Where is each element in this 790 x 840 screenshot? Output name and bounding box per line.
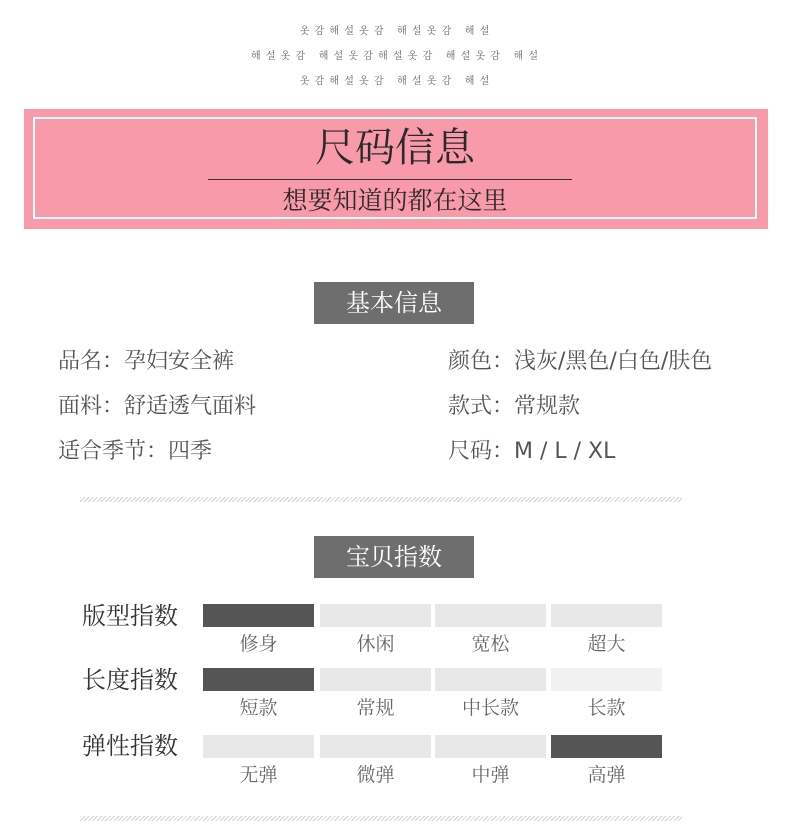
fit-option-label: 修身 [239,633,278,655]
elasticity-index-title: 弹性指数 [82,732,178,760]
product-index-label: 宝贝指数 [314,536,474,578]
fit-index-title: 版型指数 [82,602,178,630]
banner-divider [208,179,572,180]
banner-title: 尺码信息 [315,125,475,171]
length-option-label: 短款 [239,697,278,719]
length-option-label: 常规 [356,697,395,719]
elasticity-bar-none [203,735,314,758]
fit-bar-casual [320,604,431,627]
elasticity-option-label: 中弹 [471,764,510,786]
length-option-label: 中长款 [461,697,519,719]
fit-bar-oversize [551,604,662,627]
length-option-label: 长款 [587,697,626,719]
fit-bar-loose [435,604,546,627]
fit-option-label: 宽松 [471,633,510,655]
length-index-title: 长度指数 [82,666,178,694]
dashed-divider [80,497,682,502]
season: 适合季节：四季 [58,439,213,464]
length-bar-mid-long [435,668,546,691]
fabric: 面料：舒适透气面料 [58,394,257,419]
korean-deco-line-3: 옷 감 해 설 옷 감 해 설 옷 감 해 설 [299,76,491,87]
sizes: 尺码：M / L / XL [448,439,616,464]
fit-option-label: 休闲 [356,633,395,655]
product-name: 品名：孕妇安全裤 [58,349,235,374]
elasticity-option-label: 微弹 [356,764,395,786]
korean-deco-line-1: 옷 감 해 설 옷 감 해 설 옷 감 해 설 [299,26,491,37]
length-bar-regular [320,668,431,691]
elasticity-bar-slight [320,735,431,758]
banner-subtitle: 想要知道的都在这里 [282,186,508,215]
colors: 颜色：浅灰/黑色/白色/肤色 [448,349,713,374]
elasticity-bar-medium [435,735,546,758]
korean-deco-line-2: 해 설 옷 감 해 설 옷 감 해 설 옷 감 해 설 옷 감 해 설 [251,51,539,62]
elasticity-bar-high [551,735,662,758]
dashed-divider [80,816,682,821]
basic-info-label: 基本信息 [314,282,474,324]
elasticity-option-label: 无弹 [239,764,278,786]
fit-option-label: 超大 [587,633,626,655]
elasticity-option-label: 高弹 [587,764,626,786]
length-bar-long [551,668,662,691]
length-bar-short [203,668,314,691]
style: 款式：常规款 [448,394,581,419]
fit-bar-slim [203,604,314,627]
